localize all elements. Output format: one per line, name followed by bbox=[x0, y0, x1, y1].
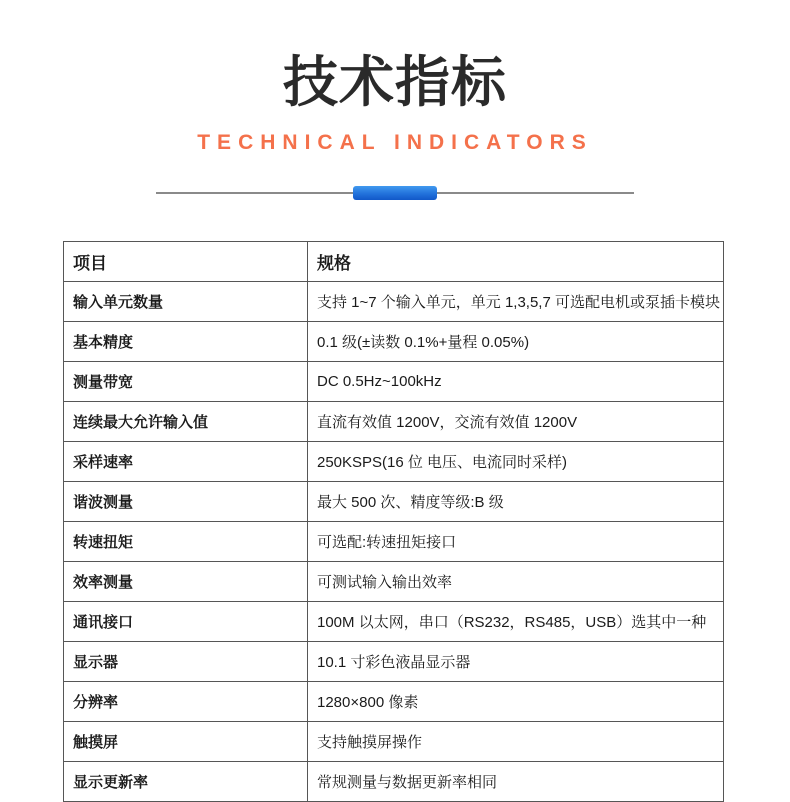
spec-item-label: 效率测量 bbox=[64, 562, 308, 602]
table-row bbox=[64, 442, 724, 482]
table-row bbox=[64, 562, 724, 602]
spec-item-label: 显示更新率 bbox=[64, 762, 308, 802]
spec-value: 支持 1~7 个输入单元，单元 1,3,5,7 可选配电机或泵插卡模块 bbox=[308, 282, 724, 322]
table-row bbox=[64, 402, 724, 442]
table-row bbox=[64, 522, 724, 562]
spec-item-label: 基本精度 bbox=[64, 322, 308, 362]
spec-item-label: 测量带宽 bbox=[64, 362, 308, 402]
table-row bbox=[64, 642, 724, 682]
table-row bbox=[64, 282, 724, 322]
table-row bbox=[64, 362, 724, 402]
spec-value: 可测试输入输出效率 bbox=[308, 562, 724, 602]
spec-value: 100M 以太网，串口（RS232，RS485，USB）选其中一种 bbox=[308, 602, 724, 642]
divider-accent-bar bbox=[353, 186, 437, 200]
spec-value: DC 0.5Hz~100kHz bbox=[308, 362, 724, 402]
spec-value: 0.1 级(±读数 0.1%+量程 0.05%) bbox=[308, 322, 724, 362]
spec-value: 最大 500 次、精度等级:B 级 bbox=[308, 482, 724, 522]
spec-item-label: 显示器 bbox=[64, 642, 308, 682]
column-header-spec: 规格 bbox=[308, 242, 724, 282]
spec-item-label: 触摸屏 bbox=[64, 722, 308, 762]
table-row bbox=[64, 762, 724, 802]
spec-value: 直流有效值 1200V，交流有效值 1200V bbox=[308, 402, 724, 442]
spec-value: 常规测量与数据更新率相同 bbox=[308, 762, 724, 802]
spec-item-label: 输入单元数量 bbox=[64, 282, 308, 322]
spec-item-label: 通讯接口 bbox=[64, 602, 308, 642]
spec-value: 可选配:转速扭矩接口 bbox=[308, 522, 724, 562]
spec-value: 10.1 寸彩色液晶显示器 bbox=[308, 642, 724, 682]
spec-item-label: 连续最大允许输入值 bbox=[64, 402, 308, 442]
spec-item-label: 分辨率 bbox=[64, 682, 308, 722]
table-row bbox=[64, 602, 724, 642]
spec-item-label: 转速扭矩 bbox=[64, 522, 308, 562]
spec-value: 250KSPS(16 位 电压、电流同时采样) bbox=[308, 442, 724, 482]
page-subtitle: TECHNICAL INDICATORS bbox=[197, 131, 593, 154]
section-divider bbox=[156, 186, 634, 200]
spec-item-label: 采样速率 bbox=[64, 442, 308, 482]
table-row bbox=[64, 682, 724, 722]
table-row bbox=[64, 722, 724, 762]
spec-item-label: 谐波测量 bbox=[64, 482, 308, 522]
spec-value: 支持触摸屏操作 bbox=[308, 722, 724, 762]
column-header-item: 项目 bbox=[64, 242, 308, 282]
spec-value: 1280×800 像素 bbox=[308, 682, 724, 722]
table-row bbox=[64, 322, 724, 362]
table-header-row bbox=[64, 242, 724, 282]
page-title: 技术指标 bbox=[282, 51, 507, 113]
table-row bbox=[64, 482, 724, 522]
spec-table bbox=[63, 241, 724, 802]
